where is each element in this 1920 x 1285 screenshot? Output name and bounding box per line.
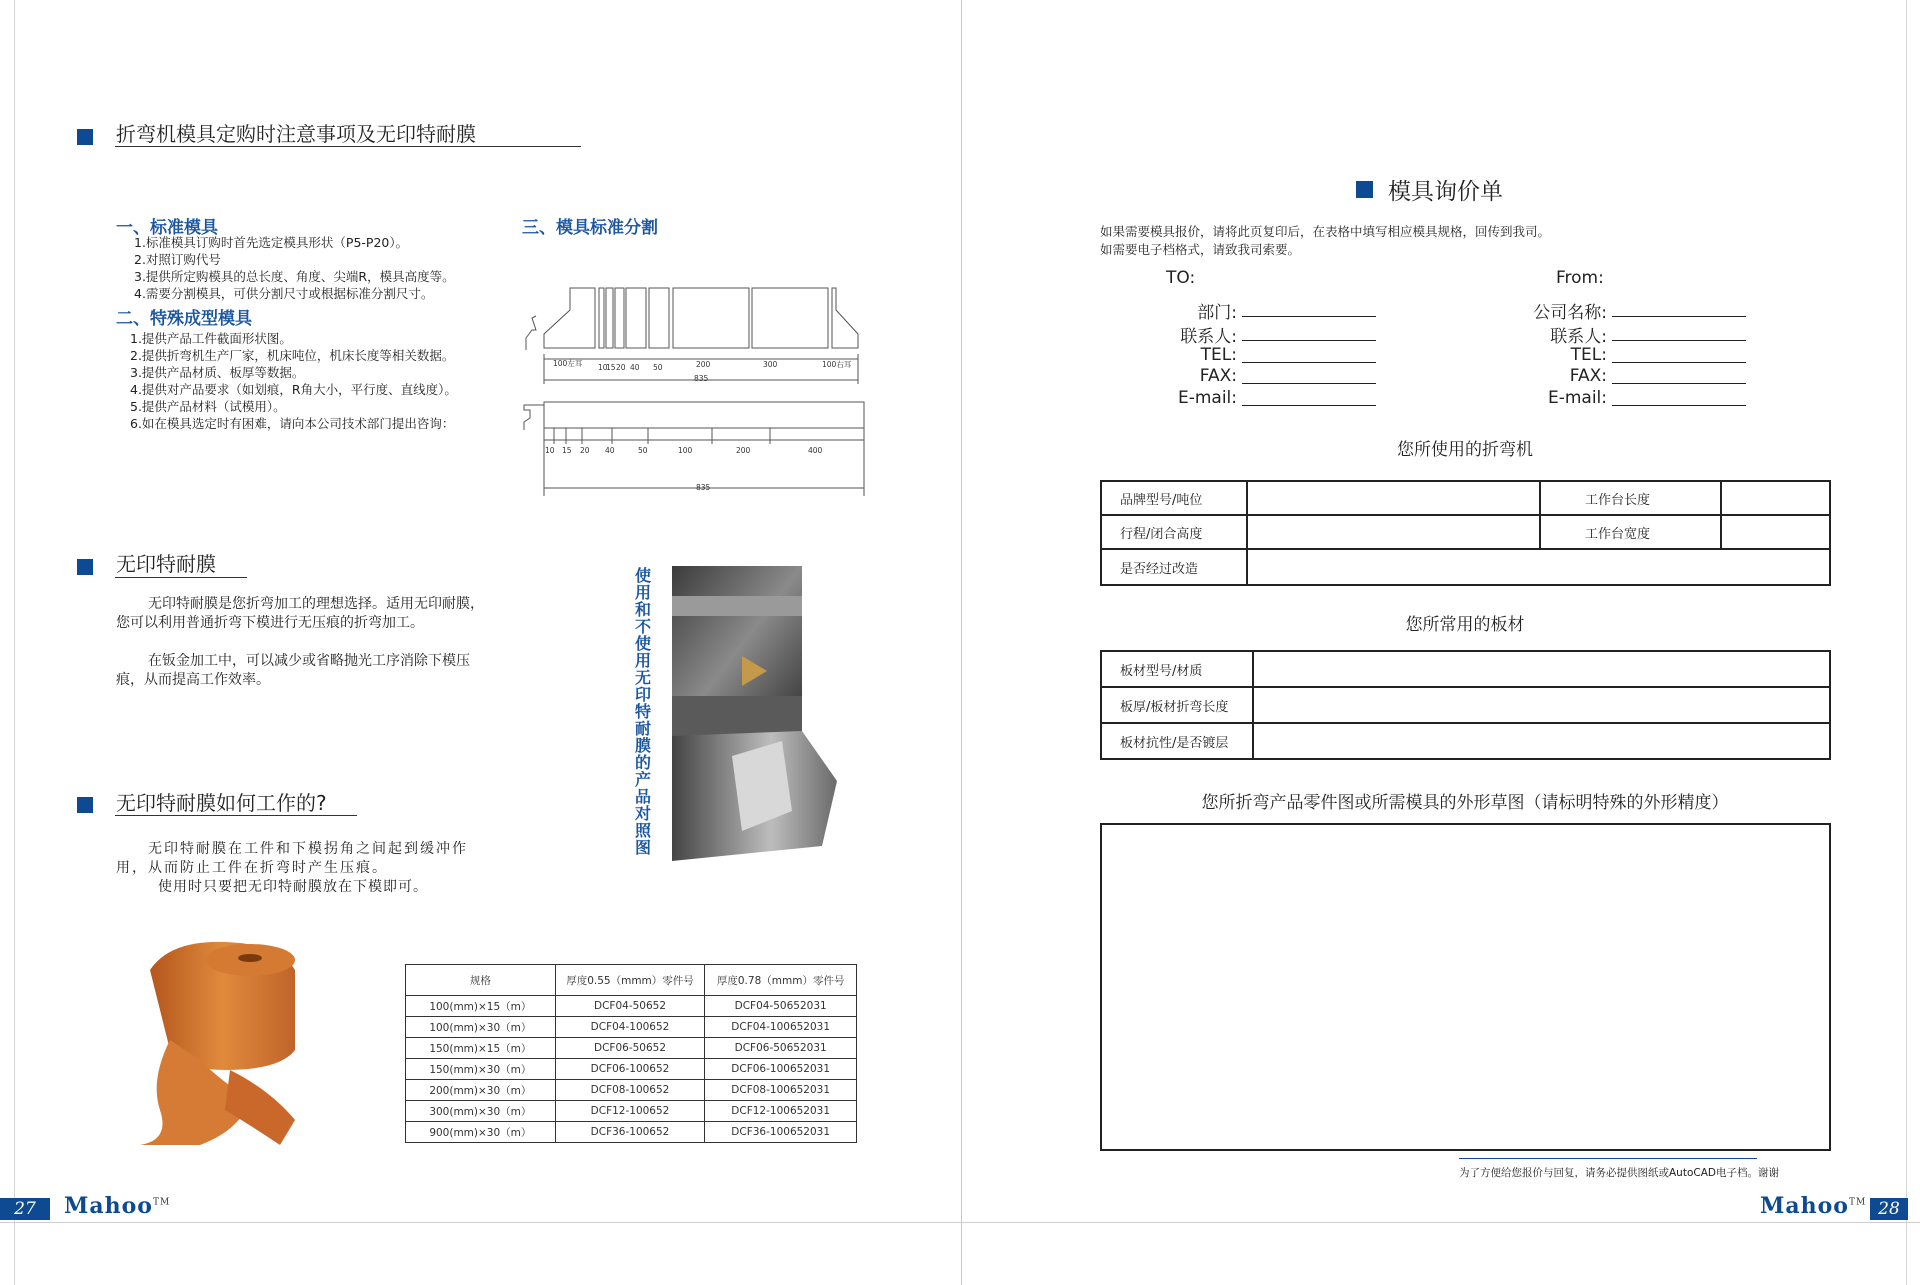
to-field-label: E-mail: (1177, 388, 1237, 408)
page-number-badge: 27 (0, 1198, 50, 1220)
table-cell: DCF04-100652031 (705, 1017, 857, 1038)
bottom-trim-line (0, 1222, 1920, 1223)
from-field-label: 联系人: (1550, 327, 1607, 347)
modified-field[interactable] (1247, 549, 1830, 585)
section-bullet (77, 797, 93, 813)
die-segment (626, 288, 646, 348)
special-die-item: 4.提供对产品要求（如划痕，R角大小，平行度、直线度）。 (130, 382, 457, 397)
machine-section-title: 您所使用的折弯机 (1397, 440, 1533, 460)
to-field-label: 部门: (1197, 303, 1237, 323)
standard-die-item: 1.标准模具订购时首先选定模具形状（P5-P20）。 (134, 235, 409, 250)
table-cell: DCF06-100652031 (705, 1059, 857, 1080)
bottom-dim-label: 200 (736, 446, 751, 455)
table-cell: DCF04-50652 (555, 996, 705, 1017)
top-dim-label: 50 (653, 363, 663, 372)
top-dim-label: 100右耳 (822, 360, 852, 369)
table-row (406, 996, 857, 1017)
special-die-item: 2.提供折弯机生产厂家，机床吨位，机床长度等相关数据。 (130, 348, 455, 363)
to-label: TO: (1166, 268, 1196, 288)
brand-logo (1760, 1193, 1866, 1219)
table-cell: 150(mm)×15（m） (406, 1038, 556, 1059)
inquiry-title: 模具询价单 (1388, 179, 1503, 205)
bottom-dim-label: 10 (545, 446, 555, 455)
table-header: 规格 (406, 965, 556, 996)
sheet-label: 板厚/板材折弯长度 (1101, 687, 1253, 723)
to-field-label: TEL: (1200, 345, 1237, 365)
intro-line-2: 如需要电子档格式，请致我司索要。 (1100, 242, 1301, 257)
film-spec-table (405, 964, 857, 1143)
die-segment (673, 288, 749, 348)
bottom-dim-label: 400 (808, 446, 823, 455)
table-cell: 100(mm)×15（m） (406, 996, 556, 1017)
table-row (406, 1038, 857, 1059)
die-segment (615, 288, 624, 348)
section-bullet (77, 129, 93, 145)
die-division-diagram (520, 280, 865, 500)
machine-table (1100, 480, 1831, 586)
intro-line-1: 如果需要模具报价，请将此页复印后，在表格中填写相应模具规格，回传到我司。 (1100, 224, 1551, 239)
die-segment-left-ear (544, 288, 595, 348)
to-contact-line[interactable] (1242, 340, 1376, 341)
brand-name: Mahoo (1760, 1193, 1849, 1219)
bottom-dim-label: 100 (678, 446, 693, 455)
film-heading-underline (115, 577, 247, 578)
standard-die-item: 3.提供所定购模具的总长度、角度、尖端R，模具高度等。 (134, 269, 455, 284)
film-paragraph-1: 无印特耐膜是您折弯加工的理想选择。适用无印耐膜，您可以利用普通折弯下模进行无压痕的折弯加工。 (116, 596, 484, 631)
table-cell: 100(mm)×30（m） (406, 1017, 556, 1038)
film-paragraph-2: 在钣金加工中，可以减少或省略抛光工序消除下模压痕，从而提高工作效率。 (116, 653, 470, 688)
note-underline (1459, 1158, 1757, 1159)
table-row (406, 1080, 857, 1101)
table-row (406, 1059, 857, 1080)
to-department-line[interactable] (1242, 316, 1376, 317)
bottom-dim-label: 40 (605, 446, 615, 455)
top-dim-label: 100左耳 (553, 359, 583, 368)
top-dim-label: 40 (630, 363, 640, 372)
from-contact-line[interactable] (1612, 340, 1746, 341)
film-heading: 无印特耐膜 (116, 552, 216, 576)
to-fax-line[interactable] (1242, 383, 1376, 384)
table-cell: DCF36-100652031 (705, 1122, 857, 1143)
to-field-label: 联系人: (1180, 327, 1237, 347)
to-field-label: FAX: (1199, 366, 1237, 386)
title-underline (115, 146, 581, 147)
die-segment (752, 288, 828, 348)
sheet-section-title: 您所常用的板材 (1405, 615, 1525, 635)
table-cell: DCF06-50652031 (705, 1038, 857, 1059)
table-length-field[interactable] (1721, 481, 1830, 515)
top-total-label: 835 (694, 374, 709, 383)
comparison-photo (672, 566, 844, 866)
table-row (406, 1101, 857, 1122)
bottom-die-body (544, 402, 864, 428)
sheet-label: 板材抗性/是否镀层 (1101, 723, 1253, 759)
top-dim-label: 10 (598, 363, 608, 372)
from-tel-line[interactable] (1612, 362, 1746, 363)
to-email-line[interactable] (1242, 405, 1376, 406)
from-fax-line[interactable] (1612, 383, 1746, 384)
from-field-label: 公司名称: (1533, 303, 1607, 323)
brand-tonnage-label: 品牌型号/吨位 (1101, 481, 1247, 515)
right-page (962, 0, 1920, 1285)
standard-die-heading: 一、标准模具 (116, 218, 218, 238)
table-cell: DCF12-100652031 (705, 1101, 857, 1122)
sheet-type-field[interactable] (1253, 651, 1830, 687)
table-cell: 300(mm)×30（m） (406, 1101, 556, 1122)
how-it-works-underline (115, 815, 357, 816)
table-cell: DCF06-50652 (555, 1038, 705, 1059)
sheet-thickness-field[interactable] (1253, 687, 1830, 723)
standard-die-item: 4.需要分割模具，可供分割尺寸或根据标准分割尺寸。 (134, 286, 434, 301)
table-cell: DCF36-100652 (555, 1122, 705, 1143)
table-cell: DCF04-50652031 (705, 996, 857, 1017)
table-cell: DCF04-100652 (555, 1017, 705, 1038)
die-segment (599, 288, 604, 348)
from-field-label: FAX: (1569, 366, 1607, 386)
drawing-section-title: 您所折弯产品零件图或所需模具的外形草图（请标明特殊的外形精度） (1201, 793, 1729, 813)
how-it-works-paragraph-2: 使用时只要把无印特耐膜放在下模即可。 (158, 879, 428, 895)
table-length-label: 工作台长度 (1540, 481, 1721, 515)
bottom-dim-label: 20 (580, 446, 590, 455)
comparison-vertical-caption: 使用和不使用无印特耐膜的产品对照图 (634, 566, 651, 857)
top-dim-label: 20 (616, 363, 626, 372)
bottom-total-label: 835 (696, 483, 711, 492)
table-row (406, 1122, 857, 1143)
sheet-resistance-field[interactable] (1253, 723, 1830, 759)
die-division-heading: 三、模具标准分割 (522, 218, 658, 238)
bottom-die-holder (524, 405, 544, 430)
title-bullet (1356, 181, 1373, 198)
die-holder-profile (526, 316, 536, 350)
table-cell: DCF08-100652031 (705, 1080, 857, 1101)
from-company-line[interactable] (1612, 316, 1746, 317)
page-edge-line (14, 0, 15, 1285)
table-cell: DCF06-100652 (555, 1059, 705, 1080)
footer-note: 为了方便给您报价与回复，请务必提供图纸或AutoCAD电子档。谢谢 (1459, 1167, 1779, 1179)
section-bullet (77, 559, 93, 575)
table-row (406, 1017, 857, 1038)
sheet-table (1100, 650, 1831, 760)
page-number-badge: 28 (1870, 1198, 1908, 1220)
film-roll-photo (130, 930, 300, 1150)
trademark-mark: TM (152, 1197, 171, 1208)
special-die-item: 3.提供产品材质、板厚等数据。 (130, 365, 305, 380)
from-label: From: (1556, 268, 1604, 288)
standard-die-item: 2.对照订购代号 (134, 252, 221, 267)
to-tel-line[interactable] (1242, 362, 1376, 363)
brand-tonnage-field[interactable] (1247, 481, 1540, 515)
from-field-label: TEL: (1570, 345, 1607, 365)
table-cell: 900(mm)×30（m） (406, 1122, 556, 1143)
top-dim-label: 300 (763, 360, 778, 369)
special-die-item: 6.如在模具选定时有困难，请向本公司技术部门提出咨询： (130, 416, 455, 431)
die-segment (606, 288, 613, 348)
table-cell: 150(mm)×30（m） (406, 1059, 556, 1080)
brand-name: Mahoo (64, 1193, 153, 1219)
sketch-area[interactable] (1100, 823, 1831, 1151)
die-segment (649, 288, 669, 348)
sheet-label: 板材型号/材质 (1101, 651, 1253, 687)
table-cell: DCF12-100652 (555, 1101, 705, 1122)
die-segment-right-ear (832, 288, 858, 348)
trademark-mark: TM (1848, 1197, 1867, 1208)
special-die-item: 5.提供产品材料（试模用）。 (130, 399, 286, 414)
table-width-field[interactable] (1721, 515, 1830, 549)
table-header: 厚度0.78（mmm）零件号 (705, 965, 857, 996)
table-header: 厚度0.55（mmm）零件号 (555, 965, 705, 996)
page-edge-line (1906, 0, 1907, 1285)
brand-logo (64, 1193, 170, 1219)
special-die-item: 1.提供产品工件截面形状图。 (130, 331, 292, 346)
stroke-height-label: 行程/闭合高度 (1101, 515, 1247, 549)
how-it-works-paragraph-1: 无印特耐膜在工件和下模拐角之间起到缓冲作用，从而防止工件在折弯时产生压痕。 (116, 841, 468, 876)
top-dim-label: 15 (606, 363, 616, 372)
table-cell: 200(mm)×30（m） (406, 1080, 556, 1101)
table-cell: DCF08-100652 (555, 1080, 705, 1101)
top-dim-label: 200 (696, 360, 711, 369)
modified-label: 是否经过改造 (1101, 549, 1247, 585)
page-title: 折弯机模具定购时注意事项及无印特耐膜 (116, 122, 476, 146)
bottom-dim-label: 50 (638, 446, 648, 455)
how-it-works-heading: 无印特耐膜如何工作的? (116, 791, 327, 815)
from-field-label: E-mail: (1547, 388, 1607, 408)
table-width-label: 工作台宽度 (1540, 515, 1721, 549)
stroke-height-field[interactable] (1247, 515, 1540, 549)
special-die-heading: 二、特殊成型模具 (116, 309, 252, 329)
bottom-dim-label: 15 (562, 446, 572, 455)
from-email-line[interactable] (1612, 405, 1746, 406)
